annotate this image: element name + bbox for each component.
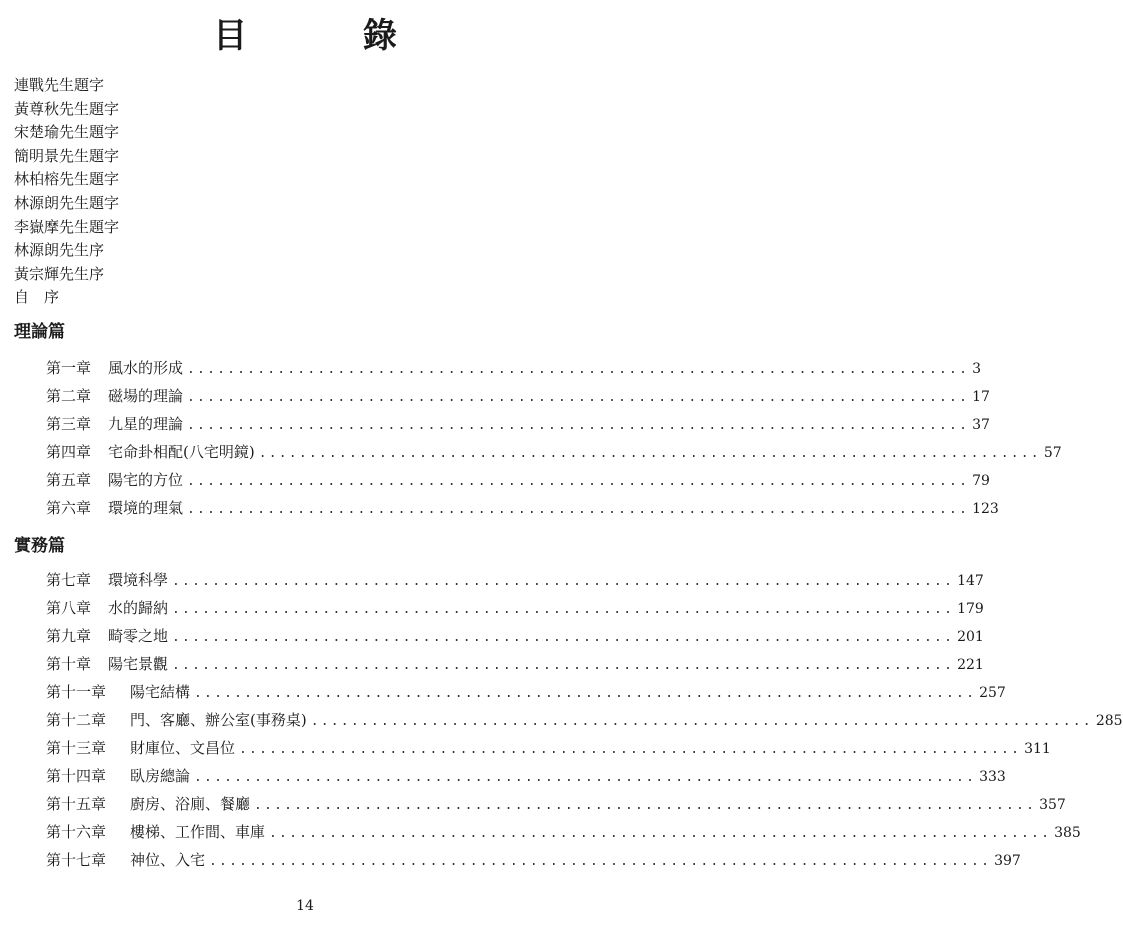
chapter-title: 九星的理論: [108, 415, 184, 433]
chapter-title: 陽宅的方位: [108, 471, 184, 489]
chapter-row[interactable]: [46, 594, 984, 622]
chapter-page: 79: [972, 473, 990, 489]
chapter-number: 第七章: [46, 571, 92, 589]
chapter-page: 179: [957, 601, 984, 617]
preface-item[interactable]: 林源朗先生題字: [14, 193, 120, 212]
preface-item[interactable]: 黃尊秋先生題字: [14, 99, 120, 118]
dot-leader: ..............................................................................: [172, 658, 955, 673]
chapter-number: 第三章: [46, 415, 92, 433]
chapter-page: 397: [994, 853, 1021, 869]
chapter-page: 221: [957, 657, 984, 673]
chapter-title: 畸零之地: [108, 627, 169, 645]
chapter-row[interactable]: [46, 494, 999, 522]
preface-item[interactable]: 連戰先生題字: [14, 76, 105, 94]
chapter-title: 廚房、浴廁、餐廳: [130, 795, 251, 813]
chapter-number: 第十七章: [46, 851, 107, 869]
chapter-page: 285: [1095, 713, 1123, 729]
chapter-number: 第十四章: [46, 767, 107, 785]
chapter-page: 147: [957, 573, 984, 589]
preface-item[interactable]: 自 序: [14, 288, 60, 307]
dot-leader: ..............................................................................: [172, 602, 955, 617]
preface-item[interactable]: 簡明景先生題字: [14, 146, 120, 165]
dot-leader: ..............................................................................: [269, 826, 1052, 841]
dot-leader: ..............................................................................: [239, 742, 1022, 757]
chapter-page: 3: [972, 361, 982, 377]
chapter-row[interactable]: [46, 678, 1006, 706]
section-heading-theory: 理論篇: [14, 322, 65, 342]
chapter-number: 第六章: [46, 499, 92, 517]
chapter-title: 門、客廳、辦公室(事務桌): [130, 711, 307, 729]
dot-leader: ..............................................................................: [187, 362, 970, 377]
chapter-page: 123: [972, 501, 999, 517]
chapter-number: 第一章: [46, 359, 92, 377]
chapter-row[interactable]: [46, 734, 1051, 762]
chapter-title: 神位、入宅: [130, 851, 206, 869]
chapter-row[interactable]: [46, 466, 990, 494]
chapter-row[interactable]: [46, 410, 990, 438]
chapter-number: 第四章: [46, 443, 92, 461]
chapter-row[interactable]: [46, 762, 1006, 790]
chapter-row[interactable]: [46, 790, 1066, 818]
chapter-row[interactable]: [46, 354, 982, 382]
chapter-number: 第五章: [46, 471, 92, 489]
page-number: 14: [296, 898, 314, 914]
dot-leader: ..............................................................................: [187, 418, 970, 433]
dot-leader: ..............................................................................: [258, 446, 1041, 461]
chapter-title: 風水的形成: [108, 359, 184, 377]
dot-leader: ..............................................................................: [172, 630, 955, 645]
chapter-row[interactable]: [46, 438, 1062, 466]
chapter-number: 第十二章: [46, 711, 107, 729]
dot-leader: ..............................................................................: [187, 474, 970, 489]
chapter-number: 第九章: [46, 627, 92, 645]
chapter-title: 陽宅結構: [130, 683, 191, 701]
chapter-page: 257: [979, 685, 1006, 701]
preface-item[interactable]: 黃宗輝先生序: [14, 264, 105, 283]
chapter-row[interactable]: [46, 706, 1123, 734]
dot-leader: ..............................................................................: [194, 686, 977, 701]
dot-leader: ..............................................................................: [209, 854, 992, 869]
chapter-page: 385: [1054, 825, 1081, 841]
chapter-number: 第十五章: [46, 795, 107, 813]
chapter-title: 宅命卦相配(八宅明鏡): [108, 443, 255, 461]
chapter-page: 17: [972, 389, 990, 405]
preface-item[interactable]: 林源朗先生序: [14, 241, 105, 260]
chapter-number: 第二章: [46, 387, 92, 405]
preface-item[interactable]: 林柏榕先生題字: [14, 170, 120, 189]
chapter-page: 333: [979, 769, 1006, 785]
chapter-page: 37: [972, 417, 990, 433]
dot-leader: ..............................................................................: [187, 502, 970, 517]
chapter-title: 水的歸納: [108, 599, 169, 617]
chapter-title: 環境科學: [108, 571, 169, 589]
chapter-page: 201: [957, 629, 984, 645]
chapter-number: 第十三章: [46, 739, 107, 757]
chapter-list-practice: [46, 566, 1123, 874]
chapter-row[interactable]: [46, 382, 990, 410]
chapter-page: 311: [1024, 741, 1051, 757]
chapter-number: 第十六章: [46, 823, 107, 841]
chapter-row[interactable]: [46, 622, 984, 650]
dot-leader: ..............................................................................: [310, 714, 1093, 729]
chapter-title: 臥房總論: [130, 767, 191, 785]
chapter-page: 57: [1043, 445, 1062, 461]
dot-leader: ..............................................................................: [172, 574, 955, 589]
dot-leader: ..............................................................................: [187, 390, 970, 405]
chapter-number: 第八章: [46, 599, 92, 617]
chapter-row[interactable]: [46, 846, 1021, 874]
chapter-row[interactable]: [46, 650, 984, 678]
chapter-list-theory: [46, 354, 1062, 522]
preface-item[interactable]: 宋楚瑜先生題字: [14, 123, 120, 142]
chapter-row[interactable]: [46, 818, 1081, 846]
chapter-title: 陽宅景觀: [108, 655, 169, 673]
chapter-number: 第十章: [46, 655, 92, 673]
chapter-page: 357: [1039, 797, 1066, 813]
section-heading-practice: 實務篇: [14, 536, 65, 556]
chapter-row[interactable]: [46, 566, 984, 594]
chapter-title: 財庫位、文昌位: [130, 739, 236, 757]
chapter-title: 樓梯、工作間、車庫: [130, 823, 266, 841]
dot-leader: ..............................................................................: [194, 770, 977, 785]
preface-item[interactable]: 李嶽摩先生題字: [14, 217, 120, 236]
chapter-title: 環境的理氣: [108, 499, 184, 517]
preface-list: [14, 74, 119, 310]
chapter-title: 磁場的理論: [108, 387, 184, 405]
dot-leader: ..............................................................................: [254, 798, 1037, 813]
chapter-number: 第十一章: [46, 683, 107, 701]
page-title: 目 錄: [213, 16, 449, 56]
